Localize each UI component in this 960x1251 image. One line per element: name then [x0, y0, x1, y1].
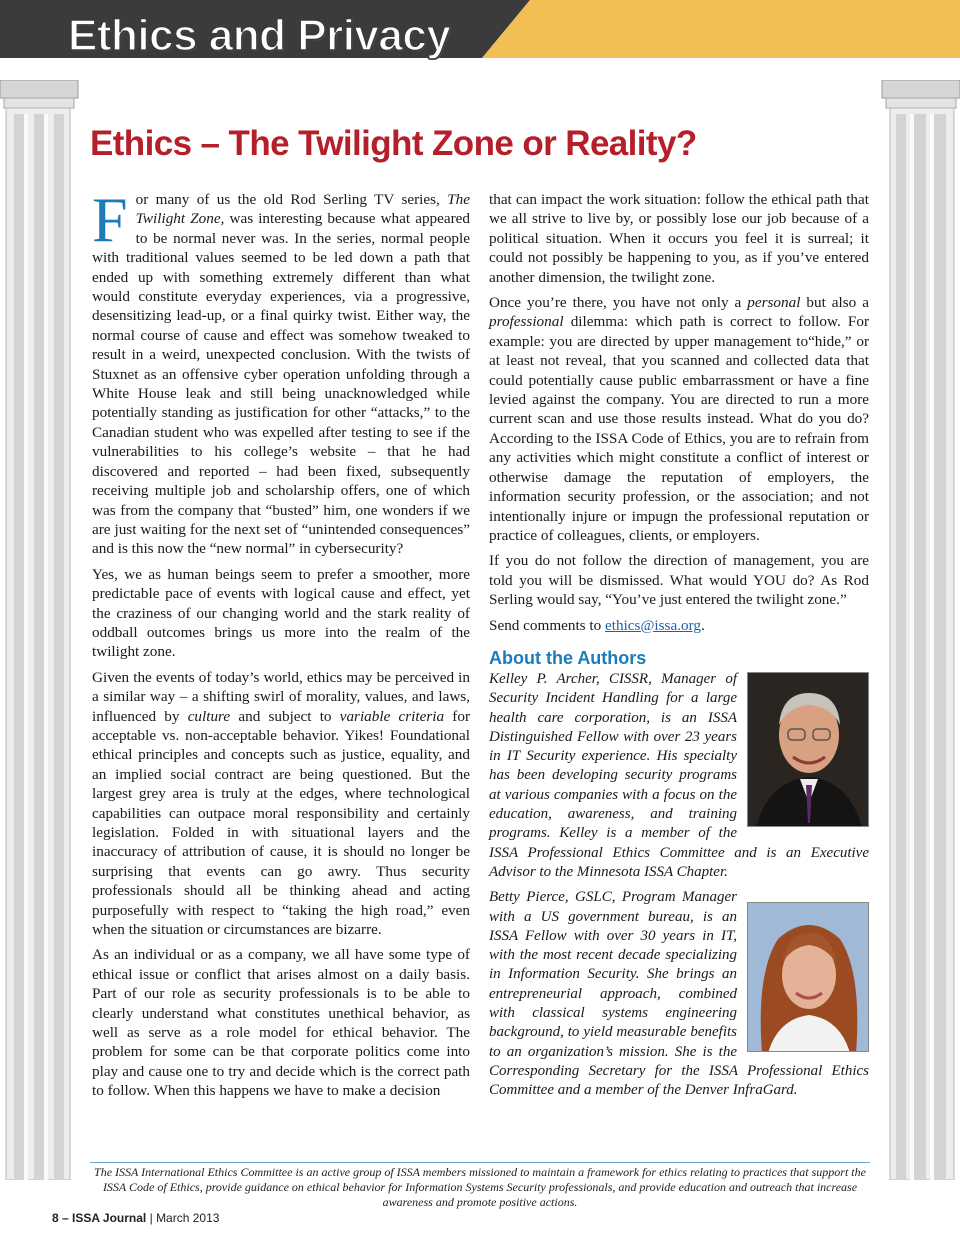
emphasis-culture: culture	[187, 707, 231, 725]
paragraph-1	[92, 184, 471, 559]
paragraph-6	[489, 293, 869, 545]
author-bios	[489, 670, 869, 1101]
paragraph-1-text-b: , was interesting because what appeared to be normal never was. In the series, normal people with traditional values seemed to be led down a path that ended up with something extremely different than what would constitute everyday experiences, via a progressive, desensitizing lead-up, or a final quirky twist. Either way, the normal course of cause and effect was somehow tweaked to result in a weird, unexpected conclusion. With the twists of Stuxnet as an offensive cyber operation unfolding through a White House leak and still being unacknowledged while potentially standing as justification for other “attacks,” to the Canadian student who was expelled after testing to see if the vulnerabilities to his college’s website – that he had discovered and reported – had been fixed, subsequently receiving multiple job and scholarship offers, one of which was from the company that “busted” him, one wonders if we are just waiting for the next set of “unintended consequences” and is this now the “new normal” in cybersecurity?	[92, 210, 471, 558]
send-comments-text: Send comments to	[489, 616, 606, 634]
author-bio-pierce	[489, 888, 869, 1100]
portrait-archer-graphic	[748, 673, 869, 827]
header-band	[0, 0, 960, 58]
paragraph-4: As an individual or as a company, we all have some type of ethical issue or conflict that arises almost on a daily basis. Part of our role as security professionals is to be able to clearly understand what constitutes unethical behavior, as well as serve as a role model for ethical behavior. The problem for some can be that corporate politics come into play and cause one to try and decide which is the correct path to follow. When this happens we have to make a decision	[92, 946, 470, 1100]
page-number-label: 8 – ISSA Journal	[52, 1211, 147, 1225]
author-photo-archer	[747, 672, 869, 827]
paragraph-1-text-a: or many of us the old Rod Serling TV series,	[135, 191, 448, 208]
page-folio	[52, 1211, 219, 1225]
paragraph-7: If you do not follow the direction of management, you are told you will be dismissed. What would YOU do? As Rod Serling would say, “You’ve just entered the twilight zone.”	[489, 552, 869, 609]
paragraph-5: that can impact the work situation: follow the ethical path that we all strive to live by, or possibly lose our job because of a political situation. When it occurs you feel it is surreal; it could not possibly be happening to you, as if you’ve entered another dimension, the twilight zone.	[489, 191, 869, 286]
committee-note: The ISSA International Ethics Committee is an active group of ISSA members missioned to maintain a framework for ethics relating to practices that support the ISSA Code of Ethics, provide guidance on ethical behavior for Information Systems Security professionals, and provide education and outreach that increase awareness and promote positive actions.	[94, 1165, 866, 1209]
right-pillar-graphic	[880, 80, 960, 1180]
author-bio-archer-text: Kelley P. Archer, CISSR, Manager of Security Incident Handling for a large health care corporation, is an ISSA Distinguished Fellow with over 23 years in IT Security experience. His specialty has been developing security programs at various companies with a focus on the education, awareness, and training programs. Kelley is a member of the ISSA Professional Ethics Committee and is an Executive Advisor to the Minnesota ISSA Chapter.	[489, 670, 869, 880]
section-title: Ethics and Privacy	[68, 11, 451, 60]
emphasis-professional: professional	[489, 313, 564, 331]
portrait-pierce-graphic	[748, 903, 869, 1052]
issue-date: March 2013	[156, 1211, 220, 1225]
paragraph-6-text-a: Once you’re there, you have not only a	[489, 294, 748, 312]
paragraph-8	[489, 616, 869, 635]
paragraph-2: Yes, we as human beings seem to prefer a smoother, more predictable pace of events with logical cause and effect, yet the craziness of our changing world and the stark reality of oddball outcomes brings us more into the realm of the twilight zone.	[92, 565, 470, 661]
paragraph-3-text-a: Given the events of today’s world, ethics may be perceived in a similar way – a shifting swirl of morality, values, and laws, influenced by	[92, 668, 470, 725]
paragraph-6-text-c: dilemma: which path is correct to follow. For example: you are directed by upper management to“hide,” or at least not reveal, that you scanned and collected data that could potentially cause public embarrassment or have a fine levied against the company. You are directed to run a more current scan and use those results instead. What do you do? According to the ISSA Code of Ethics, you are to refrain from any activities which might constitute a conflict of interest or otherwise damage the reputation of employers, the information security profession, or the association; and not intentionally injure or impugn the professional reputation or practice of colleagues, clients, or employers.	[489, 313, 869, 544]
paragraph-6-text-b: but also a	[800, 294, 869, 312]
footer-rule	[90, 1162, 870, 1163]
about-authors-heading: About the Authors	[489, 647, 647, 668]
paragraph-3-text-b: and subject to	[230, 707, 340, 725]
author-photo-pierce	[747, 902, 869, 1052]
article-title: Ethics – The Twilight Zone or Reality?	[90, 124, 697, 163]
left-pillar-graphic	[0, 80, 80, 1180]
ethics-email-link[interactable]: ethics@issa.org	[605, 616, 701, 634]
paragraph-3-text-c: for acceptable vs. non-acceptable behavior. Yikes! Foundational ethical principles and concepts such as justice, equality, and an implied social contract are being questioned. But the largest grey area is truly at the edges, where technological capabilities can outpace moral responsibility and certainly legislation. Folded in with situational layers and the inaccuracy of attribution of cause, it is should no longer be surprising that events can go awry. Thus security professionals should all be thinking ahead and acting purposefully with respect to “taking the high road,” even when the situation or circumstances are bizarre.	[92, 707, 470, 939]
folio-separator: |	[146, 1211, 157, 1225]
send-comments-period: .	[700, 616, 705, 634]
author-bio-pierce-text: Betty Pierce, GSLC, Program Manager with a US government bureau, is an ISSA Fellow with over 30 years in IT, with the most recent decade specializing in Information Security. She brings an entrepreneurial approach, combined with classical systems engineering background, to yield measurable benefits to an organization’s mission. She is the Corresponding Secretary for the ISSA Professional Ethics Committee and a member of the Denver InfraGard.	[489, 889, 869, 1099]
author-bio-archer	[489, 670, 869, 882]
emphasis-personal: personal	[747, 294, 801, 312]
article-column-right	[489, 190, 869, 1106]
paragraph-3	[92, 668, 470, 940]
drop-cap: F	[92, 184, 128, 255]
emphasis-variable-criteria: variable criteria	[339, 707, 445, 725]
article-column-left	[92, 184, 471, 1107]
tv-series-title: The Twilight Zone	[135, 191, 470, 228]
